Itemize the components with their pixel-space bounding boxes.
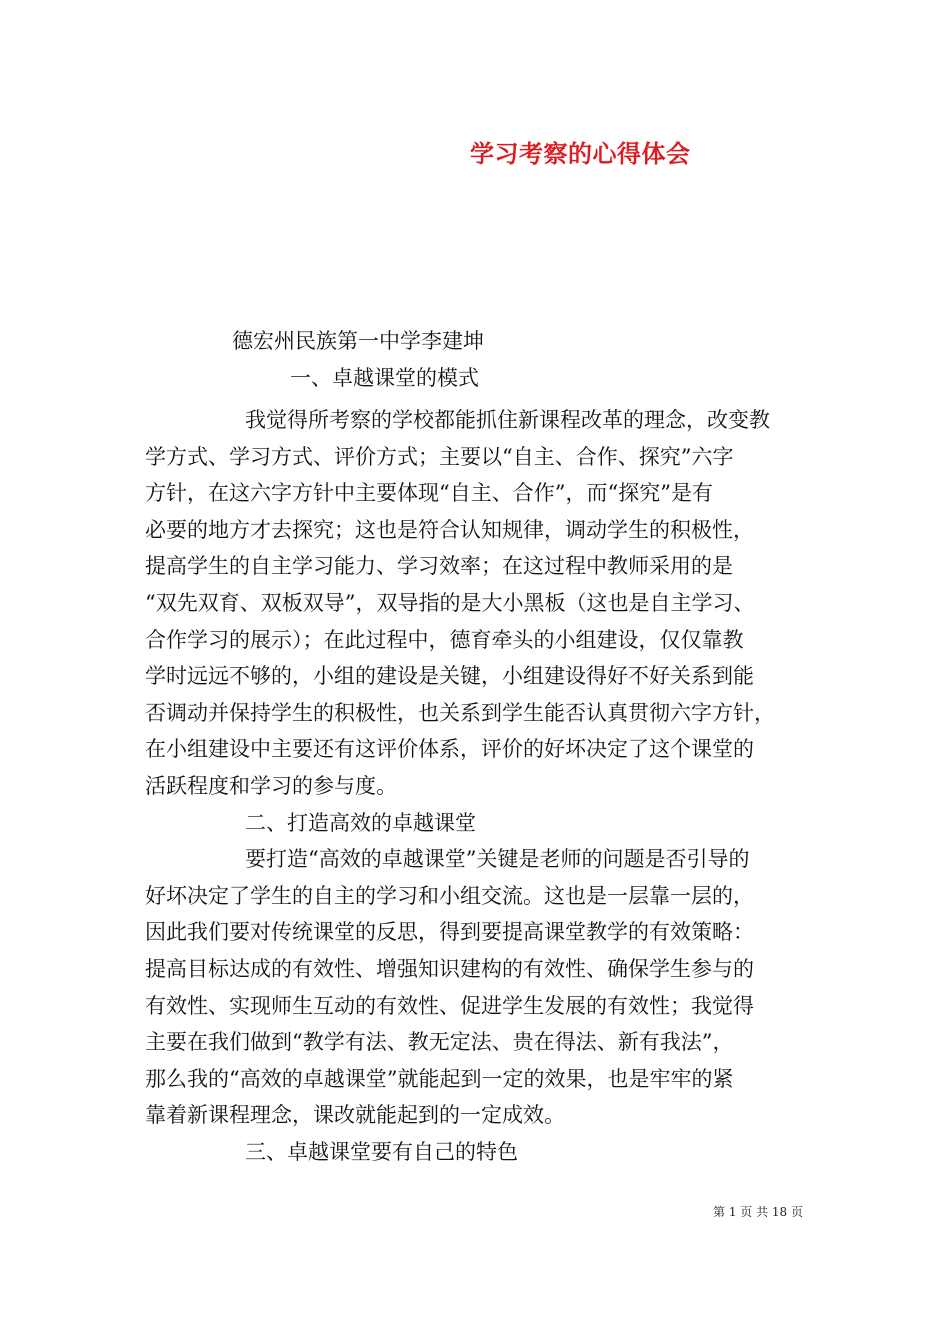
paragraph-line: “双先双育、双板双导”，双导指的是大小黑板（这也是自主学习、: [145, 590, 755, 615]
paragraph-line: 必要的地方才去探究；这也是符合认知规律，调动学生的积极性，: [145, 517, 754, 542]
paragraph-line: 因此我们要对传统课堂的反思，得到要提高课堂教学的有效策略：: [145, 920, 754, 945]
author-line: 德宏州民族第一中学李建坤: [232, 329, 484, 353]
paragraph-line: 提高目标达成的有效性、增强知识建构的有效性、确保学生参与的: [145, 956, 754, 981]
paragraph-line: 有效性、实现师生互动的有效性、促进学生发展的有效性；我觉得: [145, 993, 754, 1018]
document-body: [145, 402, 825, 1170]
paragraph-line: 我觉得所考察的学校都能抓住新课程改革的理念，改变教: [245, 408, 770, 432]
paragraph-line: 否调动并保持学生的积极性，也关系到学生能否认真贯彻六字方针，: [145, 700, 775, 725]
paragraph-line: 活跃程度和学习的参与度。: [145, 773, 397, 798]
section-3-heading: 三、卓越课堂要有自己的特色: [245, 1139, 518, 1164]
paragraph-line: 方针，在这六字方针中主要体现“自主、合作”，而“探究”是有: [145, 481, 713, 506]
document-title: 学习考察的心得体会: [470, 139, 691, 168]
page-number-footer: 第 1 页 共 18 页: [713, 1205, 803, 1219]
paragraph-line: 要打造“高效的卓越课堂”关键是老师的问题是否引导的: [245, 847, 750, 872]
paragraph-line: 好坏决定了学生的自主的学习和小组交流。这也是一层靠一层的，: [145, 883, 754, 908]
section-1-heading: 一、卓越课堂的模式: [290, 366, 479, 390]
section-2-heading: 二、打造高效的卓越课堂: [245, 810, 476, 835]
paragraph-line: 提高学生的自主学习能力、学习效率；在这过程中教师采用的是: [145, 554, 733, 579]
paragraph-line: 主要在我们做到“教学有法、教无定法、贵在得法、新有我法”，: [145, 1030, 734, 1055]
paragraph-line: 靠着新课程理念，课改就能起到的一定成效。: [145, 1103, 565, 1128]
paragraph-line: 那么我的“高效的卓越课堂”就能起到一定的效果，也是牢牢的紧: [145, 1066, 734, 1091]
paragraph-line: 学时远远不够的，小组的建设是关键，小组建设得好不好关系到能: [145, 664, 754, 689]
paragraph-line: 学方式、学习方式、评价方式；主要以“自主、合作、探究”六字: [145, 444, 734, 469]
paragraph-line: 合作学习的展示）；在此过程中，德育牵头的小组建设，仅仅靠教: [145, 627, 744, 652]
paragraph-line: 在小组建设中主要还有这评价体系，评价的好坏决定了这个课堂的: [145, 737, 754, 762]
